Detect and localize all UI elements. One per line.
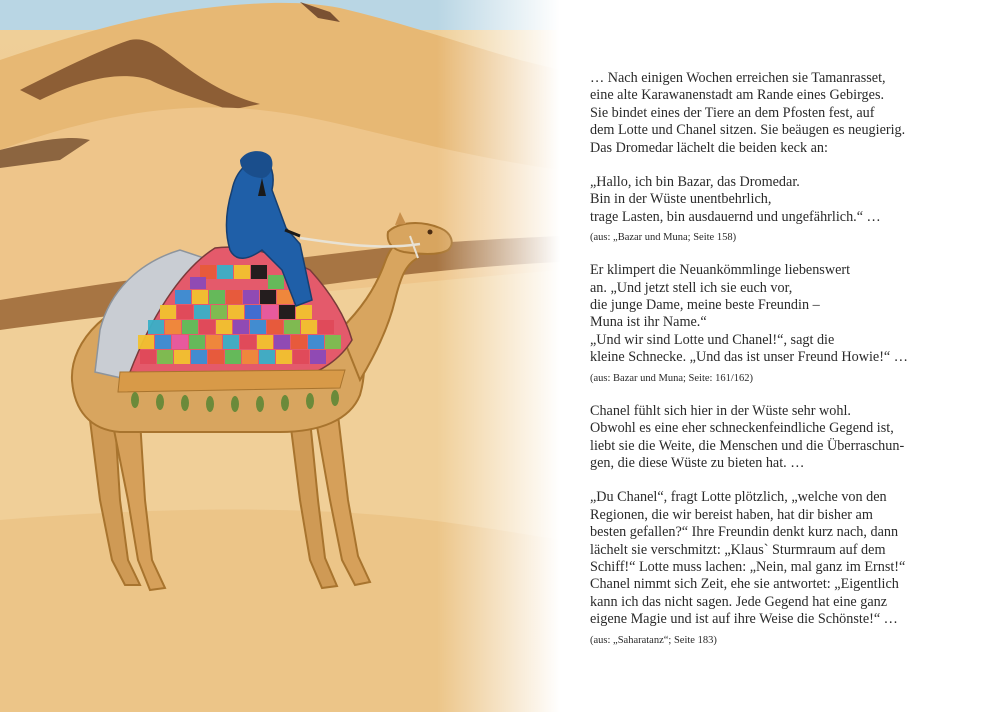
text-line: gen, die diese Wüste zu bieten hat. … [590,454,805,471]
text-line: Bin in der Wüste unentbehrlich, [590,191,772,208]
text-line: dem Lotte und Chanel sitzen. Sie beäugen es neugierig. [590,122,906,139]
text-line: eigene Magie und ist auf ihre Weise die Schönste!“ … [590,611,898,628]
text-line: Das Dromedar lächelt die beiden keck an: [590,139,828,156]
text-line: Chanel fühlt sich hier in der Wüste sehr wohl. [590,402,851,419]
paragraph-4 [590,403,940,473]
paragraph-3 [590,262,940,385]
text-line: die junge Dame, meine beste Freundin – [590,297,820,314]
citation: (aus: „Saharatanz“; Seite 183) [590,634,717,646]
text-line: besten gefallen?“ Ihre Freundin denkt kurz nach, dann [590,524,899,541]
text-line: Obwohl es eine eher schneckenfeindliche Gegend ist, [590,420,894,437]
text-line: „Hallo, ich bin Bazar, das Dromedar. [590,174,800,191]
text-line: Sie bindet eines der Tiere an dem Pfosten fest, auf [590,104,875,121]
citation: (aus: „Bazar und Muna; Seite 158) [590,232,737,244]
paragraph-2 [590,174,940,245]
paragraph-5 [590,489,940,647]
text-line: eine alte Karawanenstadt am Rande eines Gebirges. [590,87,885,104]
text-line: Er klimpert die Neuankömmlinge liebenswert [590,262,851,279]
text-line: „Und wir sind Lotte und Chanel!“, sagt die [590,331,835,348]
text-column [590,70,940,665]
text-line: Chanel nimmt sich Zeit, ehe sie antwortet: „Eigentlich [590,576,899,593]
text-line: an. „Und jetzt stell ich sie euch vor, [590,279,793,296]
text-line: kann ich das nicht sagen. Jede Gegend hat eine ganz [590,593,888,610]
text-line: kleine Schnecke. „Und das ist unser Freund Howie!“ … [590,349,908,366]
text-line: „Du Chanel“, fragt Lotte plötzlich, „welche von den [590,489,887,506]
text-line: Schiff!“ Lotte muss lachen: „Nein, mal ganz im Ernst!“ [590,558,906,575]
citation: (aus: Bazar und Muna; Seite: 161/162) [590,372,754,384]
text-line: trage Lasten, bin ausdauernd und ungefährlich.“ … [590,208,881,225]
text-line: Regionen, die wir bereist haben, hat dir bisher am [590,506,873,523]
text-line: … Nach einigen Wochen erreichen sie Tamanrasset, [590,70,886,86]
text-line: liebt sie die Weite, die Menschen und die Überraschun- [590,437,905,454]
paragraph-1 [590,70,940,157]
text-line: Muna ist ihr Name.“ [590,314,707,331]
text-line: lächelt sie verschmitzt: „Klaus` Sturmraum auf dem [590,541,886,558]
